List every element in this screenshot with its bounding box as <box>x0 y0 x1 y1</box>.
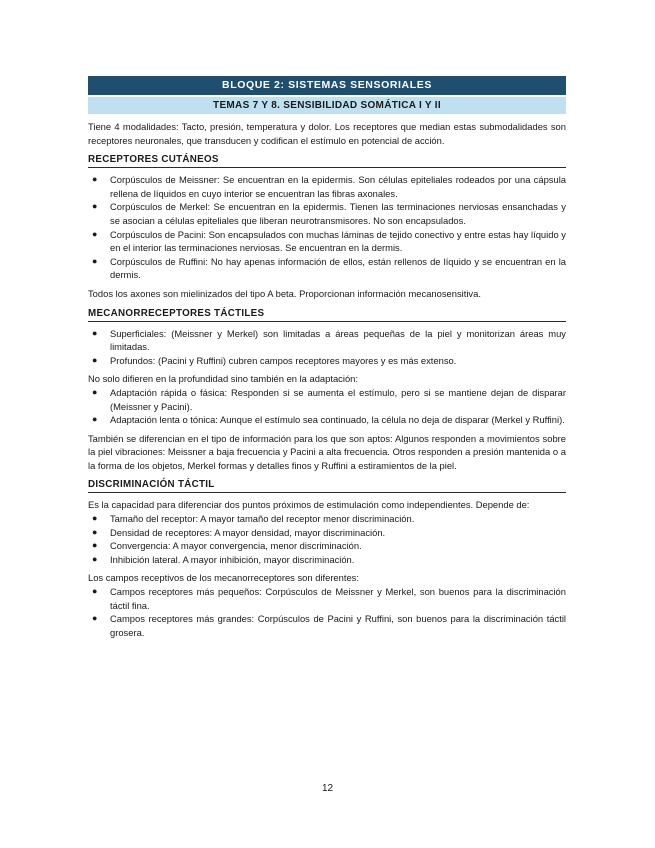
bullet-icon: ● <box>92 174 98 185</box>
bullet-icon: ● <box>92 327 98 338</box>
bullet-icon: ● <box>92 586 98 597</box>
list-item <box>88 413 566 427</box>
bullet-icon: ● <box>92 255 98 266</box>
bullet-icon: ● <box>92 386 98 397</box>
list-item-text: Tamaño del receptor: A mayor tamaño del receptor menor discriminación. <box>110 513 415 525</box>
list-item <box>88 228 566 255</box>
list-item <box>88 255 566 282</box>
list-item-text: Profundos: (Pacini y Ruffini) cubren campos receptores mayores y es más extenso. <box>110 354 457 366</box>
list-item-text: Corpúsculos de Merkel: Se encuentran en la epidermis. Tienen las terminaciones nerviosas ensanchadas y se asocian a células epiteliales que liberan neurotransmisores. No son encapsulados. <box>110 201 566 226</box>
list-item <box>88 386 566 413</box>
section-heading-mechanoreceptors: MECANORRECEPTORES TÁCTILES <box>88 308 566 322</box>
cutaneous-closing-paragraph: Todos los axones son mielinizados del tipo A beta. Proporcionan información mecanosensitiva. <box>88 287 481 299</box>
list-item-text: Campos receptores más pequeños: Corpúsculos de Meissner y Merkel, son buenos para la discriminación táctil fina. <box>110 586 566 611</box>
list-item-text: Adaptación lenta o tónica: Aunque el estímulo sea continuado, la célula no deja de disparar (Merkel y Ruffini). <box>110 414 565 426</box>
bullet-icon: ● <box>92 201 98 212</box>
list-item-text: Convergencia: A mayor convergencia, menor discriminación. <box>110 540 362 552</box>
list-item-text: Inhibición lateral. A mayor inhibición, mayor discriminación. <box>110 553 355 565</box>
list-item <box>88 354 566 368</box>
list-item <box>88 553 566 567</box>
bullet-icon: ● <box>92 228 98 239</box>
list-item-text: Adaptación rápida o fásica: Responden si se aumenta el estímulo, pero si se mantiene dejan de disparar (Meissner y Pacini). <box>110 386 566 412</box>
adaptation-intro-paragraph: No solo difieren en la profundidad sino también en la adaptación: <box>88 373 358 385</box>
bullet-icon: ● <box>92 526 98 537</box>
list-item-text: Densidad de receptores: A mayor densidad, mayor discriminación. <box>110 526 386 538</box>
mechano-closing-paragraph: También se diferencian en el tipo de información para los que son aptos: Algunos responden a movimientos sobre la piel vibraciones: Meissner a baja frecuencia y Pacini a alta frecuencia. Otros responden a presión mantenida o a la forma de los objetos, Merkel formas y detalles finos y Ruffini a estiramientos de la piel. <box>88 432 566 471</box>
list-item-text: Campos receptores más grandes: Corpúsculos de Pacini y Ruffini, son buenos para la discriminación táctil grosera. <box>110 613 566 638</box>
intro-paragraph: Tiene 4 modalidades: Tacto, presión, temperatura y dolor. Los receptores que median estas submodalidades son receptores neuronales, que transducen y codifican el estímulo en potencial de acción. <box>88 121 566 146</box>
list-item-text: Corpúsculos de Pacini: Son encapsulados con muchas láminas de tejido conectivo y entre estas hay líquido y en el interior las terminaciones nerviosas. Se encuentran en la dermis. <box>110 228 566 254</box>
bullet-icon: ● <box>92 553 98 564</box>
adaptation-list <box>88 386 566 427</box>
mechanoreceptor-list <box>88 327 566 368</box>
section-heading-discrimination: DISCRIMINACIÓN TÁCTIL <box>88 479 566 493</box>
list-item <box>88 526 566 540</box>
cutaneous-list <box>88 173 566 282</box>
bullet-icon: ● <box>92 354 98 365</box>
fields-list <box>88 585 566 639</box>
bullet-icon: ● <box>92 613 98 624</box>
page-number: 12 <box>321 783 334 794</box>
list-item-text: Corpúsculos de Meissner: Se encuentran en la epidermis. Son células epiteliales rodeados por una cápsula rellena de líquidos en cuyo interior se encuentran las fibras axonales. <box>110 174 566 199</box>
section-heading-cutaneous: RECEPTORES CUTÁNEOS <box>88 154 566 168</box>
list-item <box>88 173 566 200</box>
list-item <box>88 612 566 639</box>
discrimination-intro-paragraph: Es la capacidad para diferenciar dos puntos próximos de estimulación como independientes. Depende de: <box>88 499 530 511</box>
list-item-text: Superficiales: (Meissner y Merkel) son limitadas a áreas pequeñas de la piel y monitorizan áreas muy limitadas. <box>110 327 566 353</box>
topic-title-banner: TEMAS 7 Y 8. SENSIBILIDAD SOMÁTICA I Y II <box>88 97 566 114</box>
bullet-icon: ● <box>92 414 98 425</box>
list-item <box>88 327 566 354</box>
discrimination-list <box>88 512 566 566</box>
page-content <box>88 76 566 639</box>
bullet-icon: ● <box>92 540 98 551</box>
fields-intro-paragraph: Los campos receptivos de los mecanorreceptores son diferentes: <box>88 572 359 584</box>
block-title-banner: BLOQUE 2: SISTEMAS SENSORIALES <box>88 76 566 95</box>
list-item <box>88 539 566 553</box>
bullet-icon: ● <box>92 513 98 524</box>
list-item <box>88 585 566 612</box>
list-item <box>88 200 566 227</box>
list-item <box>88 512 566 526</box>
list-item-text: Corpúsculos de Ruffini: No hay apenas información de ellos, están rellenos de líquido y se encuentran en la dermis. <box>110 255 566 281</box>
